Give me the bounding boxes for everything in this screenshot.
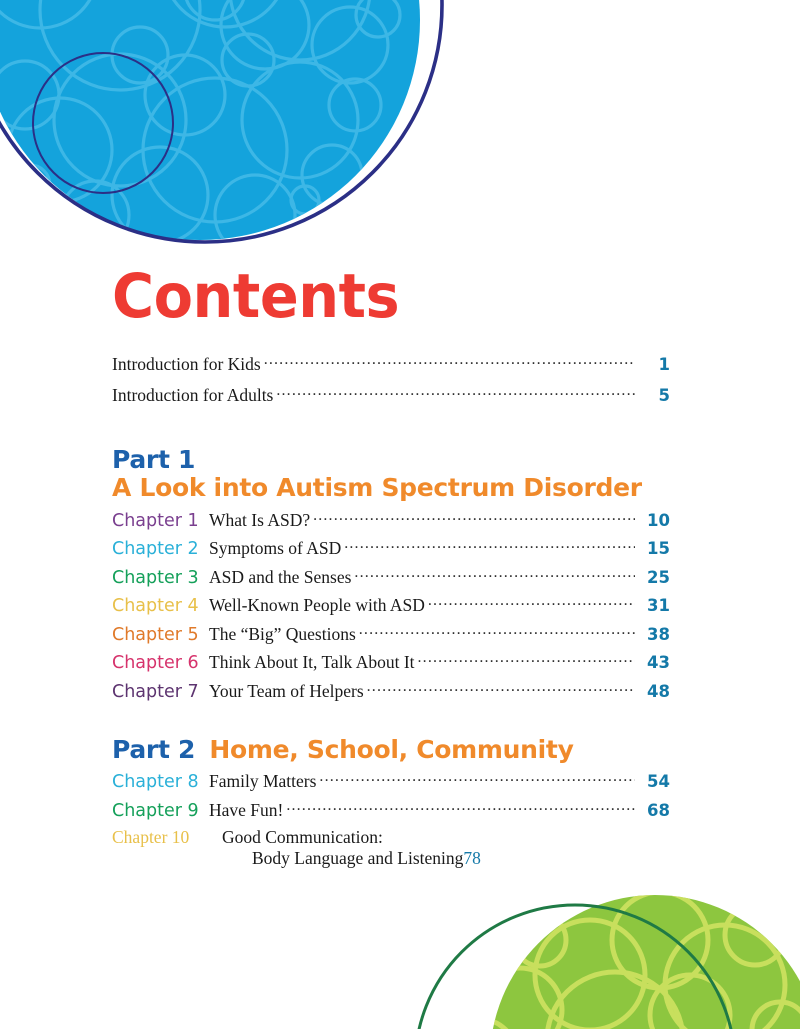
entry-title: Your Team of Helpers: [209, 680, 364, 701]
entry-page-number: 54: [647, 772, 670, 791]
entry-page-number: 48: [647, 681, 670, 701]
part-heading-1: [112, 446, 670, 501]
entry-title: ASD and the Senses: [209, 566, 352, 587]
entry-title: Symptoms of ASD: [209, 538, 342, 558]
part-heading-2: [112, 736, 670, 763]
dot-leader: [319, 770, 635, 788]
dot-leader: [354, 565, 635, 583]
part-subtitle: Home, School, Community: [209, 734, 574, 764]
dot-leader: [428, 594, 635, 612]
entry-page-number: 5: [658, 386, 670, 405]
dot-leader: [359, 622, 635, 640]
toc-entry-chapter-4[interactable]: [112, 594, 670, 617]
dot-leader: [418, 651, 635, 669]
entry-page-number: 68: [647, 800, 670, 820]
part-subtitle: A Look into Autism Spectrum Disorder: [112, 473, 642, 502]
page-title: Contents: [112, 261, 400, 332]
section-spacer: [112, 415, 670, 446]
section-spacer: [112, 708, 670, 736]
chapter-label: Chapter 3: [112, 567, 199, 588]
entry-page-number: 31: [647, 596, 670, 615]
toc-entry-chapter-9[interactable]: [112, 798, 670, 821]
entry-page-number: 25: [647, 567, 670, 587]
entry-title: What Is ASD?: [209, 509, 311, 530]
entry-title-line-2: Body Language and Listening: [252, 847, 464, 868]
chapter-label: Chapter 10: [112, 826, 190, 847]
chapter-label: Chapter 4: [112, 596, 199, 616]
toc-entry-chapter-3[interactable]: [112, 565, 670, 588]
dot-leader: [367, 679, 635, 697]
entry-title: Introduction for Adults: [112, 385, 274, 405]
dot-leader: [276, 384, 635, 402]
entry-page-number: 78: [463, 847, 481, 868]
toc-list: [112, 352, 670, 875]
entry-page-number: 1: [658, 354, 670, 374]
blue-circles-decoration: [0, 0, 520, 270]
chapter-label: Chapter 7: [112, 681, 199, 702]
toc-entry-chapter-1[interactable]: [112, 508, 670, 531]
entry-title-line-1: Good Communication:: [222, 826, 383, 847]
green-disc: [490, 895, 800, 1029]
dot-leader: [264, 352, 635, 370]
entry-title: The “Big” Questions: [209, 623, 356, 644]
chapter-label: Chapter 5: [112, 624, 199, 645]
chapter-label: Chapter 1: [112, 510, 199, 531]
entry-page-number: 10: [647, 510, 670, 530]
dot-leader: [344, 537, 635, 555]
entry-title: Think About It, Talk About It: [209, 652, 415, 672]
entry-title-lines: [222, 827, 670, 869]
entry-page-number: 15: [647, 539, 670, 558]
entry-title: Introduction for Kids: [112, 353, 261, 374]
chapter-label: Chapter 8: [112, 772, 199, 792]
entry-title: Family Matters: [209, 771, 317, 791]
chapter-label: Chapter 9: [112, 800, 199, 821]
entry-page-number: 43: [647, 653, 670, 672]
navy-outline-circle-small: [33, 53, 173, 193]
dark-green-outline-circle: [415, 905, 735, 1029]
entry-title-line-2-row: [222, 848, 670, 869]
part-number-label: Part 1: [112, 445, 196, 474]
blue-disc: [0, 0, 420, 240]
entry-page-number: 38: [647, 624, 670, 644]
toc-entry-intro-adults[interactable]: [112, 384, 670, 407]
entry-title: Well-Known People with ASD: [209, 595, 425, 615]
part-number-label: Part 2: [112, 734, 196, 764]
toc-entry-chapter-6[interactable]: [112, 651, 670, 674]
dot-leader: [313, 508, 635, 526]
toc-entry-chapter-8[interactable]: [112, 770, 670, 793]
toc-entry-chapter-7[interactable]: [112, 679, 670, 702]
toc-entry-chapter-10[interactable]: [112, 827, 670, 869]
chapter-label: Chapter 2: [112, 539, 199, 559]
toc-entry-intro-kids[interactable]: [112, 352, 670, 375]
chapter-label: Chapter 6: [112, 653, 199, 673]
navy-outline-circle-large: [0, 0, 442, 242]
dot-leader: [286, 798, 635, 816]
green-circles-decoration: [360, 880, 800, 1029]
toc-entry-chapter-5[interactable]: [112, 622, 670, 645]
toc-entry-chapter-2[interactable]: [112, 537, 670, 560]
entry-title: Have Fun!: [209, 799, 284, 820]
